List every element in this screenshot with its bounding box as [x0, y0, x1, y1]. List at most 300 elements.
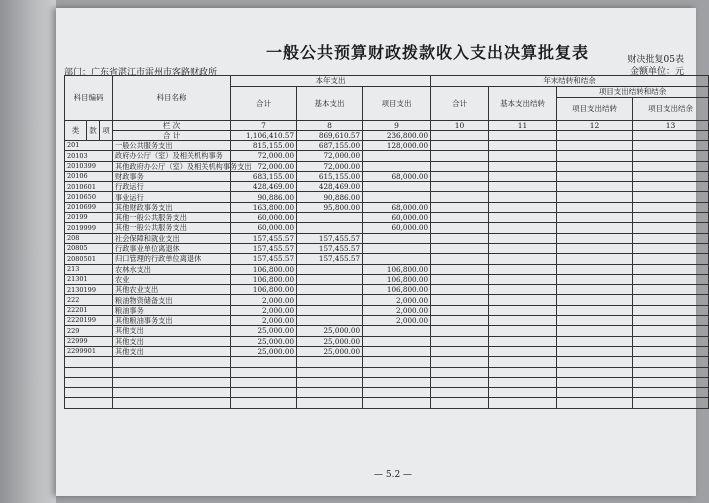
empty-cell: [431, 233, 489, 243]
empty-cell: [65, 398, 113, 408]
header-name: 科目名称: [113, 76, 231, 121]
empty-cell: [431, 202, 489, 212]
table-row: [65, 274, 709, 284]
empty-cell: [557, 274, 633, 284]
empty-cell: [633, 295, 709, 305]
empty-cell: [431, 367, 489, 377]
row-code: 21301: [65, 274, 113, 284]
row-basic: [297, 264, 363, 274]
empty-cell: [489, 357, 557, 367]
empty-cell: [65, 367, 113, 377]
empty-cell: [431, 305, 489, 315]
row-basic: 428,469.00: [297, 182, 363, 192]
empty-cell: [633, 192, 709, 202]
row-project: [363, 336, 431, 346]
table-row: [65, 192, 709, 202]
empty-cell: [431, 346, 489, 356]
row-code: 2010650: [65, 192, 113, 202]
header-lanci: 栏 次: [113, 121, 231, 131]
empty-cell: [557, 295, 633, 305]
table-row: [65, 254, 709, 264]
empty-cell: [557, 316, 633, 326]
empty-cell: [431, 388, 489, 398]
empty-cell: [231, 388, 297, 398]
empty-cell: [431, 357, 489, 367]
row-name: 行政运行: [113, 182, 231, 192]
row-total: 157,455.57: [231, 254, 297, 264]
row-total: 2,000.00: [231, 295, 297, 305]
col-no-8: 8: [297, 121, 363, 131]
row-total: 163,800.00: [231, 202, 297, 212]
table-row: [65, 182, 709, 192]
header-year-end: 年末结转和结余: [431, 76, 709, 87]
row-project: [363, 192, 431, 202]
row-total: 2,000.00: [231, 305, 297, 315]
empty-cell: [633, 151, 709, 161]
empty-cell: [633, 336, 709, 346]
row-project: [363, 254, 431, 264]
empty-cell: [489, 326, 557, 336]
empty-cell: [557, 264, 633, 274]
row-basic: 615,155.00: [297, 171, 363, 181]
empty-cell: [557, 346, 633, 356]
row-total: 106,800.00: [231, 285, 297, 295]
row-basic: 157,455.57: [297, 233, 363, 243]
empty-cell: [489, 233, 557, 243]
row-total: 106,800.00: [231, 264, 297, 274]
empty-cell: [557, 326, 633, 336]
empty-cell: [489, 398, 557, 408]
row-basic: [297, 223, 363, 233]
table-row: [65, 233, 709, 243]
col-no-10: 10: [431, 121, 489, 131]
row-project: [363, 182, 431, 192]
empty-cell: [633, 171, 709, 181]
row-code: 20103: [65, 151, 113, 161]
table-body: [65, 141, 709, 409]
empty-cell: [431, 131, 489, 141]
row-project: 68,000.00: [363, 171, 431, 181]
header-heji: 合 计: [113, 131, 231, 141]
empty-cell: [557, 192, 633, 202]
empty-cell: [633, 202, 709, 212]
empty-cell: [489, 182, 557, 192]
blank-row: [65, 388, 709, 398]
empty-cell: [633, 377, 709, 387]
page-title: 一般公共预算财政拨款收入支出决算批复表: [266, 43, 590, 62]
empty-cell: [489, 367, 557, 377]
header-basic: 基本支出: [297, 87, 363, 121]
table-row: [65, 243, 709, 253]
row-total: 72,000.00: [231, 151, 297, 161]
header-kuan: 款: [87, 121, 100, 141]
empty-cell: [489, 377, 557, 387]
row-code: 2130199: [65, 285, 113, 295]
empty-cell: [489, 316, 557, 326]
row-name: 其他财政事务支出: [113, 202, 231, 212]
row-project: 60,000.00: [363, 223, 431, 233]
row-name: 一般公共服务支出: [113, 141, 231, 151]
header-ye-project-group: 项目支出结转和结余: [557, 87, 709, 98]
empty-cell: [431, 316, 489, 326]
empty-cell: [431, 182, 489, 192]
row-project: [363, 161, 431, 171]
total-cell: 1,106,410.57: [231, 131, 297, 141]
empty-cell: [557, 223, 633, 233]
blank-row: [65, 398, 709, 408]
col-no-11: 11: [489, 121, 557, 131]
row-basic: [297, 274, 363, 284]
header-project: 项目支出: [363, 87, 431, 121]
empty-cell: [431, 171, 489, 181]
empty-cell: [557, 367, 633, 377]
row-name: 其他支出: [113, 326, 231, 336]
empty-cell: [489, 346, 557, 356]
empty-cell: [633, 357, 709, 367]
empty-cell: [633, 131, 709, 141]
row-name: 其他政府办公厅（室）及相关机构事务支出: [113, 161, 231, 171]
empty-cell: [489, 141, 557, 151]
row-name: 粮油物资储备支出: [113, 295, 231, 305]
row-name: 社会保障和就业支出: [113, 233, 231, 243]
row-project: 2,000.00: [363, 305, 431, 315]
row-basic: [297, 316, 363, 326]
empty-cell: [297, 367, 363, 377]
empty-cell: [113, 388, 231, 398]
header-total: 合计: [231, 87, 297, 121]
empty-cell: [489, 305, 557, 315]
row-code: 2080501: [65, 254, 113, 264]
row-code: 2010399: [65, 161, 113, 171]
table-row: [65, 223, 709, 233]
empty-cell: [557, 182, 633, 192]
header-ye-project-carry: 项目支出结转: [557, 98, 633, 121]
empty-cell: [633, 223, 709, 233]
empty-cell: [431, 336, 489, 346]
table-row: [65, 141, 709, 151]
empty-cell: [557, 388, 633, 398]
row-code: 208: [65, 233, 113, 243]
empty-cell: [489, 243, 557, 253]
row-basic: 90,886.00: [297, 192, 363, 202]
empty-cell: [633, 264, 709, 274]
row-project: 68,000.00: [363, 202, 431, 212]
row-basic: 25,000.00: [297, 346, 363, 356]
empty-cell: [65, 357, 113, 367]
row-basic: 95,800.00: [297, 202, 363, 212]
empty-cell: [363, 367, 431, 377]
empty-cell: [489, 264, 557, 274]
empty-cell: [489, 213, 557, 223]
department-label: 部门：广东省湛江市雷州市客路财政所: [64, 68, 218, 78]
empty-cell: [431, 141, 489, 151]
empty-cell: [633, 367, 709, 377]
empty-cell: [489, 131, 557, 141]
empty-cell: [557, 336, 633, 346]
row-code: 2010601: [65, 182, 113, 192]
empty-cell: [431, 213, 489, 223]
empty-cell: [633, 285, 709, 295]
row-code: 2220199: [65, 316, 113, 326]
empty-cell: [431, 243, 489, 253]
row-name: 其他一般公共服务支出: [113, 223, 231, 233]
row-code: 22999: [65, 336, 113, 346]
empty-cell: [557, 254, 633, 264]
empty-cell: [557, 285, 633, 295]
empty-cell: [633, 141, 709, 151]
row-total: 72,000.00: [231, 161, 297, 171]
row-total: 60,000.00: [231, 223, 297, 233]
row-total: 428,469.00: [231, 182, 297, 192]
empty-cell: [113, 398, 231, 408]
row-basic: 25,000.00: [297, 336, 363, 346]
empty-cell: [489, 151, 557, 161]
empty-cell: [489, 336, 557, 346]
row-name: 事业运行: [113, 192, 231, 202]
row-total: 683,155.00: [231, 171, 297, 181]
row-project: 128,000.00: [363, 141, 431, 151]
header-ye-project-balance: 项目支出结余: [633, 98, 709, 121]
empty-cell: [65, 388, 113, 398]
table-row: [65, 171, 709, 181]
row-name: 其他一般公共服务支出: [113, 213, 231, 223]
empty-cell: [557, 213, 633, 223]
row-project: [363, 346, 431, 356]
col-no-7: 7: [231, 121, 297, 131]
empty-cell: [633, 326, 709, 336]
empty-cell: [297, 377, 363, 387]
row-basic: 72,000.00: [297, 161, 363, 171]
header-xiang: 项: [100, 121, 113, 141]
empty-cell: [431, 223, 489, 233]
row-total: 60,000.00: [231, 213, 297, 223]
row-total: 25,000.00: [231, 326, 297, 336]
row-total: 106,800.00: [231, 274, 297, 284]
empty-cell: [557, 171, 633, 181]
row-basic: 687,155.00: [297, 141, 363, 151]
empty-cell: [557, 161, 633, 171]
blank-row: [65, 377, 709, 387]
document-page: [56, 8, 696, 496]
total-basic-cell: 869,610.57: [297, 131, 363, 141]
row-name: 其他粮油事务支出: [113, 316, 231, 326]
row-name: 归口管理的行政单位离退休: [113, 254, 231, 264]
empty-cell: [431, 295, 489, 305]
row-total: 815,155.00: [231, 141, 297, 151]
row-total: 157,455.57: [231, 233, 297, 243]
empty-cell: [113, 377, 231, 387]
empty-cell: [113, 357, 231, 367]
table-row: [65, 213, 709, 223]
empty-cell: [557, 357, 633, 367]
row-project: 2,000.00: [363, 316, 431, 326]
empty-cell: [65, 377, 113, 387]
row-code: 2299901: [65, 346, 113, 356]
row-basic: [297, 213, 363, 223]
empty-cell: [363, 398, 431, 408]
row-name: 行政事业单位离退休: [113, 243, 231, 253]
col-no-9: 9: [363, 121, 431, 131]
row-total: 157,455.57: [231, 243, 297, 253]
row-basic: [297, 305, 363, 315]
empty-cell: [297, 398, 363, 408]
table-row: [65, 336, 709, 346]
row-basic: [297, 295, 363, 305]
empty-cell: [489, 223, 557, 233]
row-code: 229: [65, 326, 113, 336]
empty-cell: [489, 295, 557, 305]
row-code: 2019999: [65, 223, 113, 233]
row-project: 106,800.00: [363, 285, 431, 295]
empty-cell: [297, 388, 363, 398]
empty-cell: [633, 213, 709, 223]
empty-cell: [557, 398, 633, 408]
empty-cell: [489, 274, 557, 284]
row-project: 2,000.00: [363, 295, 431, 305]
form-number: 财决批复05表: [627, 55, 684, 65]
empty-cell: [363, 388, 431, 398]
row-project: 60,000.00: [363, 213, 431, 223]
empty-cell: [633, 316, 709, 326]
row-code: 201: [65, 141, 113, 151]
col-no-12: 12: [557, 121, 633, 131]
table-row: [65, 316, 709, 326]
empty-cell: [489, 192, 557, 202]
table-row: [65, 295, 709, 305]
empty-cell: [489, 161, 557, 171]
row-basic: 25,000.00: [297, 326, 363, 336]
empty-cell: [297, 357, 363, 367]
col-no-13: 13: [633, 121, 709, 131]
empty-cell: [633, 398, 709, 408]
row-basic: 157,455.57: [297, 254, 363, 264]
row-project: [363, 326, 431, 336]
empty-cell: [489, 254, 557, 264]
empty-cell: [557, 377, 633, 387]
page-number: — 5.2 —: [374, 470, 413, 480]
blank-row: [65, 357, 709, 367]
empty-cell: [633, 274, 709, 284]
row-name: 其他农业支出: [113, 285, 231, 295]
row-project: [363, 233, 431, 243]
table-row: [65, 285, 709, 295]
empty-cell: [431, 274, 489, 284]
amount-unit: 金额单位：元: [629, 67, 684, 77]
row-total: 2,000.00: [231, 316, 297, 326]
empty-cell: [489, 202, 557, 212]
row-code: 20805: [65, 243, 113, 253]
row-total: 90,886.00: [231, 192, 297, 202]
header-lei: 类: [65, 121, 87, 141]
blank-row: [65, 367, 709, 377]
empty-cell: [633, 161, 709, 171]
row-code: 2010699: [65, 202, 113, 212]
row-name: 农业: [113, 274, 231, 284]
row-name: 粮油事务: [113, 305, 231, 315]
header-current-year: 本年支出: [231, 76, 431, 87]
table-row: [65, 305, 709, 315]
table-row: [65, 151, 709, 161]
empty-cell: [231, 357, 297, 367]
empty-cell: [231, 367, 297, 377]
empty-cell: [633, 346, 709, 356]
row-project: 106,800.00: [363, 274, 431, 284]
total-project-cell: 236,800.00: [363, 131, 431, 141]
row-name: 农林水支出: [113, 264, 231, 274]
row-project: [363, 243, 431, 253]
table-row: [65, 161, 709, 171]
row-name: 其他支出: [113, 336, 231, 346]
empty-cell: [557, 305, 633, 315]
row-code: 20106: [65, 171, 113, 181]
empty-cell: [431, 326, 489, 336]
empty-cell: [231, 377, 297, 387]
settlement-table: [64, 75, 709, 409]
empty-cell: [431, 377, 489, 387]
empty-cell: [431, 264, 489, 274]
empty-cell: [489, 171, 557, 181]
table-row: [65, 264, 709, 274]
empty-cell: [557, 141, 633, 151]
row-name: 其他支出: [113, 346, 231, 356]
row-code: 22201: [65, 305, 113, 315]
empty-cell: [557, 233, 633, 243]
empty-cell: [557, 243, 633, 253]
row-basic: 72,000.00: [297, 151, 363, 161]
row-name: 财政事务: [113, 171, 231, 181]
empty-cell: [231, 398, 297, 408]
row-name: 政府办公厅（室）及相关机构事务: [113, 151, 231, 161]
row-project: 106,800.00: [363, 264, 431, 274]
book-binding: [0, 0, 56, 503]
row-total: 25,000.00: [231, 336, 297, 346]
empty-cell: [633, 388, 709, 398]
empty-cell: [489, 285, 557, 295]
empty-cell: [431, 151, 489, 161]
empty-cell: [431, 254, 489, 264]
empty-cell: [431, 285, 489, 295]
empty-cell: [113, 367, 231, 377]
empty-cell: [633, 233, 709, 243]
row-basic: 157,455.57: [297, 243, 363, 253]
empty-cell: [557, 151, 633, 161]
empty-cell: [431, 192, 489, 202]
table-row: [65, 326, 709, 336]
empty-cell: [633, 182, 709, 192]
empty-cell: [363, 377, 431, 387]
row-project: [363, 151, 431, 161]
row-basic: [297, 285, 363, 295]
empty-cell: [633, 243, 709, 253]
empty-cell: [557, 202, 633, 212]
empty-cell: [557, 131, 633, 141]
header-code: 科目编码: [65, 76, 113, 121]
row-code: 213: [65, 264, 113, 274]
empty-cell: [363, 357, 431, 367]
table-row: [65, 346, 709, 356]
empty-cell: [489, 388, 557, 398]
header-ye-basic: 基本支出结转: [489, 87, 557, 121]
row-code: 20199: [65, 213, 113, 223]
row-total: 25,000.00: [231, 346, 297, 356]
empty-cell: [633, 254, 709, 264]
header-ye-total: 合计: [431, 87, 489, 121]
empty-cell: [633, 305, 709, 315]
empty-cell: [431, 398, 489, 408]
row-code: 222: [65, 295, 113, 305]
table-row: [65, 202, 709, 212]
empty-cell: [431, 161, 489, 171]
